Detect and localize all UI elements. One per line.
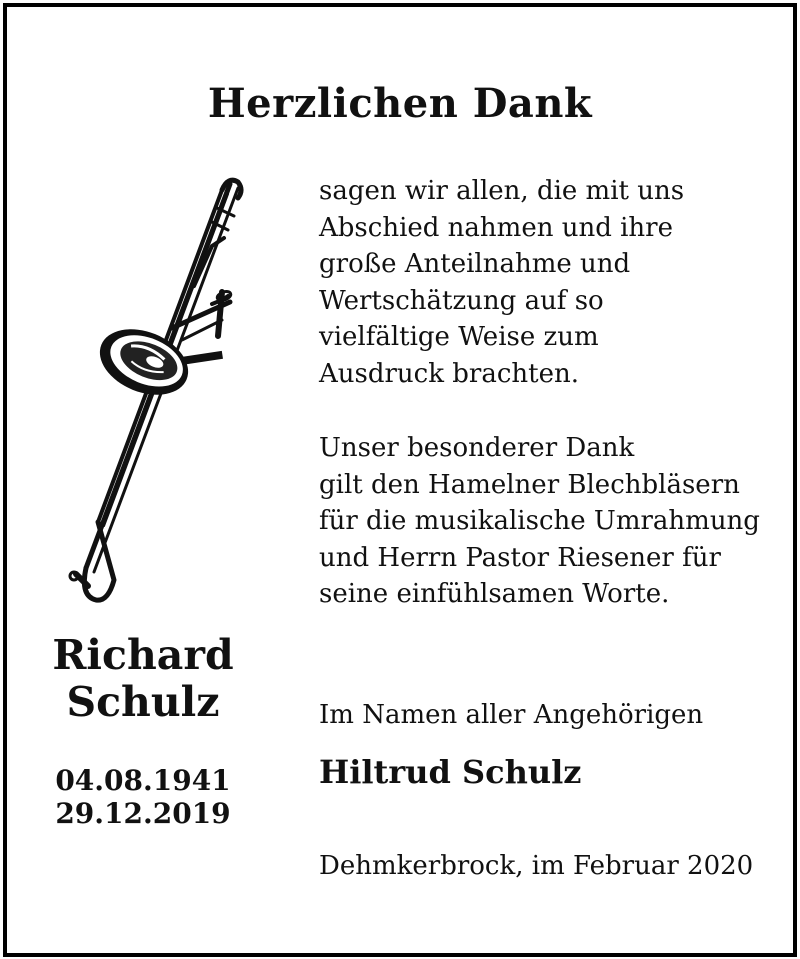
on-behalf-line: Im Namen aller Angehörigen bbox=[319, 700, 704, 730]
special-thanks-paragraph bbox=[319, 430, 760, 613]
signer-name: Hiltrud Schulz bbox=[319, 753, 582, 791]
text-line: für die musikalische Umrahmung bbox=[319, 506, 760, 536]
text-line: Ausdruck brachten. bbox=[319, 358, 579, 389]
deceased-last-name: Schulz bbox=[66, 678, 220, 726]
notice-title: Herzlichen Dank bbox=[207, 80, 593, 127]
text-line: Unser besonderer Dank bbox=[319, 433, 635, 463]
deceased-first-name: Richard bbox=[52, 631, 234, 679]
text-line: gilt den Hamelner Blechbläsern bbox=[319, 469, 740, 500]
death-date: 29.12.2019 bbox=[55, 797, 231, 830]
thanks-paragraph bbox=[319, 173, 684, 392]
text-line: sagen wir allen, die mit uns bbox=[319, 176, 685, 206]
text-line: seine einfühlsamen Worte. bbox=[319, 579, 670, 609]
birth-date: 04.08.1941 bbox=[55, 764, 231, 797]
text-line: Wertschätzung auf so bbox=[319, 285, 604, 316]
deceased-name bbox=[40, 632, 246, 726]
text-line: große Anteilnahme und bbox=[319, 249, 631, 279]
trombone-icon bbox=[62, 176, 252, 606]
text-line: und Herrn Pastor Riesener für bbox=[319, 542, 721, 573]
life-dates bbox=[40, 764, 246, 830]
text-line: vielfältige Weise zum bbox=[319, 322, 599, 352]
place-date: Dehmkerbrock, im Februar 2020 bbox=[319, 851, 754, 881]
text-line: Abschied nahmen und ihre bbox=[319, 212, 673, 243]
